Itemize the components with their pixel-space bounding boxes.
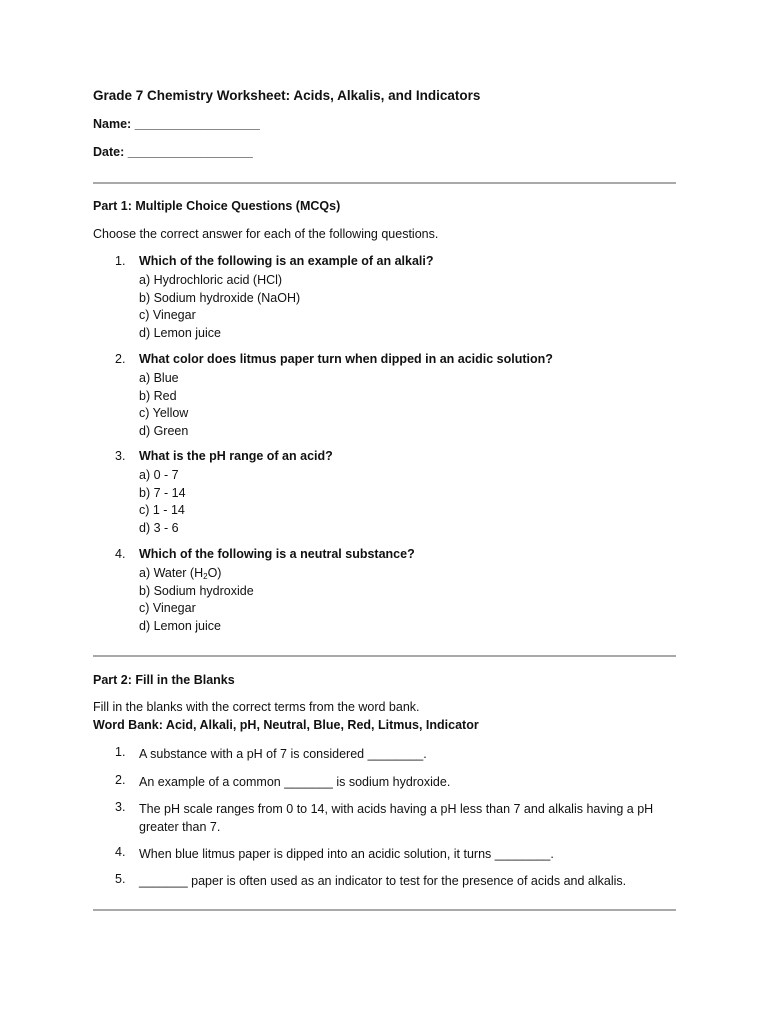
part2-heading: Part 2: Fill in the Blanks [93,673,235,687]
divider [93,909,676,911]
options-list [139,370,188,440]
question-text: What color does litmus paper turn when dipped in an acidic solution? [139,352,553,366]
options-list [139,565,254,635]
option-c: c) 1 - 14 [139,503,185,518]
option-c: c) Yellow [139,406,189,421]
item-number: 3. [115,800,126,814]
question-text: Which of the following is an example of an alkali? [139,254,434,268]
date-blank: __________________ [127,145,253,159]
option-b: b) 7 - 14 [139,485,186,500]
option-c: c) Vinegar [139,308,196,323]
option-a: a) Hydrochloric acid (HCl) [139,273,283,287]
item-text: The pH scale ranges from 0 to 14, with acids having a pH less than 7 and alkalis having a pH greater than 7. [139,802,654,834]
question-text: What is the pH range of an acid? [139,449,333,463]
option-d: d) Green [139,423,189,438]
question-text: Which of the following is a neutral substance? [139,547,415,561]
date-field [93,145,253,159]
item-number: 5. [115,872,126,886]
worksheet-title: Grade 7 Chemistry Worksheet: Acids, Alkalis, and Indicators [93,88,481,103]
option-c: c) Vinegar [139,601,196,616]
option-b: b) Sodium hydroxide (NaOH) [139,290,301,305]
part1-heading: Part 1: Multiple Choice Questions (MCQs) [93,199,341,213]
item-number: 2. [115,773,126,787]
option-a: a) 0 - 7 [139,468,179,482]
option-d: d) Lemon juice [139,618,221,633]
date-label: Date: [93,145,125,159]
divider [93,182,676,184]
question-number: 3. [115,449,126,463]
question-number: 1. [115,254,126,268]
word-bank: Word Bank: Acid, Alkali, pH, Neutral, Blue, Red, Litmus, Indicator [93,718,479,732]
item-text: When blue litmus paper is dipped into an acidic solution, it turns ________. [139,847,554,861]
option-d: d) Lemon juice [139,325,221,340]
part1-instructions: Choose the correct answer for each of the following questions. [93,227,439,241]
part2-instructions: Fill in the blanks with the correct terms from the word bank. [93,700,420,714]
name-blank: __________________ [134,117,260,131]
option-a: a) Water $(H_2O)$ [139,566,222,581]
item-text: An example of a common _______ is sodium hydroxide. [139,775,451,789]
item-number: 1. [115,745,126,759]
question-number: 2. [115,352,126,366]
options-list [139,467,186,537]
item-text: _______ paper is often used as an indicator to test for the presence of acids and alkalis. [139,874,627,888]
question-number: 4. [115,547,126,561]
item-number: 4. [115,845,126,859]
divider [93,655,676,657]
name-label: Name: [93,117,132,131]
option-b: b) Sodium hydroxide [139,583,254,598]
options-list [139,272,300,342]
option-a: a) Blue [139,371,179,385]
item-text: A substance with a pH of 7 is considered ________. [139,747,427,761]
option-b: b) Red [139,388,177,403]
option-d: d) 3 - 6 [139,520,179,535]
name-field [93,117,260,131]
